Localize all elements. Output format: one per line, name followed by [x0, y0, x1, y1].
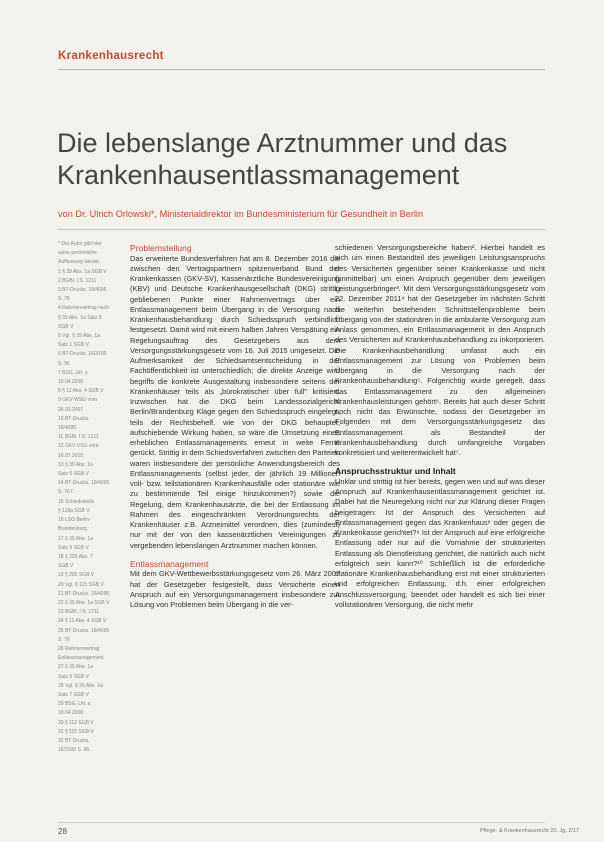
paragraph-entlassmanagement: Mit dem GKV-Wettbewerbsstärkungsgesetz vom 26. März 2007 hat der Gesetzgeber festgestellt, dass Versicherte einen Anspruch auf ein Versorgungsmanagement insbesondere zur Lösung von Problemen beim Übergang in die ver-: [130, 569, 340, 609]
footnote-line: SGB V: [58, 563, 74, 570]
author-byline: von Dr. Ulrich Orlowski*, Ministerialdirektor im Bundesministerium für Gesundheit in Berlin: [58, 209, 424, 219]
footnote-line: S. 76 f.: [58, 489, 74, 496]
footnote-line: 27 § 39 Abs. 1a: [58, 664, 93, 671]
footnote-line: 8 § 11 Abs. 4 SGB V: [58, 388, 104, 395]
footnote-line: Entlassmanagement: [58, 655, 104, 662]
rubric-divider: [58, 69, 545, 70]
footnote-line: Brandenburg: [58, 526, 87, 533]
footnote-line: Satz 6 SGB V: [58, 471, 89, 478]
footnote-line: 13 § 39 Abs. 1a: [58, 461, 93, 468]
footnote-line: 10.04.2008: [58, 379, 84, 386]
footnote-line: 31 § 115 SGB V: [58, 728, 94, 735]
footnote-line: 26.03.2007: [58, 406, 84, 413]
title-line-1: Die lebenslange Arztnummer und das: [57, 128, 508, 158]
footnote-line: 28 Vgl. § 39 Abs. 1a: [58, 682, 103, 689]
footnote-line: 21 BT-Drucks. 18/4095: [58, 590, 110, 597]
footnote-line: 6 BT-Drucks. 16/3100: [58, 351, 107, 358]
footnote-line: 26 Rahmenvertrag: [58, 645, 100, 652]
paragraph-problemstellung: Das erweiterte Bundesverfahren hat am 8. Dezember 2016 die zwischen den Vertragspartnern spitzenverband Bund der Krankenkassen (GKV-SV), Kassenärztliche Bundesvereinigung (KBV) und Deutsche Krankenhausgesellschaft (DKG) strittig gebliebenen Punkte einer Rahmenvertrags über ein Entlassmanagement beim Übergang in die Versorgung nach Krankenhausbehandlung durch Schiedsspruch verbindlich festgesetzt. Damit wird mit einem halben Jahren Verspätung ein Regelungsauftrag des Gesetzgebers aus dem Versorgungsstärkungsgesetz vom 16. Juli 2015 umgesetzt. Die Aufmerksamkeit der Schiedsamtsentscheidung in der Fachöffentlichkeit ist unterschiedlich; die direkte Anzeige wird begriffs die konkrete Ausgestaltung insbesondere seitens der Krankenhäuser teils als „bürokratischer über full" kritisiert. Inzwischen hat die DKG beim Landessozialgericht Berlin/Brandenburg Klage gegen den Schiedsspruch eingelegt, teils der Rechtsbehelf, wie von der DKG behauptet, aufschiebende Wirkung haben, so wäre die Umsetzung eines erheblichen Entlassmanagements erneut in weite Ferne gerückt. Strittig in dem Schiedsverfahren zwischen den Parteien waren insbesondere der persönliche Anwendungsbereich des Entlassmanagements (selbst jeder, der jährlich 19 Millionen voll- bzw. teilstationären Krankenhausfälle oder stationäre wie zu bestimmende Teil einige hinzukommen?) sowie die Regelung, dem Krankenhausärzte, die bei der Entlassung im Rahmen des eingeschränkten Verordnungsrechts der Krankenhäuser z.B. Arzneimittel verordnen, dies (zumindest) nur mit der von den kassenärztlichen Vereinigungen zu vergebenden lebenslangen Arztnummer machen können.: [130, 253, 340, 550]
footnote-line: 10 BT-Drucks.: [58, 415, 90, 422]
footnote-line: 2 BGBl. I S. 1211: [58, 277, 97, 284]
footnote-line: 12 GKV-VSG vom: [58, 443, 99, 450]
footnote-line: 4 Rahmenvertrag nach: [58, 305, 109, 312]
paragraph-anspruchsstruktur: Unklar und strittig ist hier bereits, gegen wen und auf was dieser Anspruch auf Krankenhausentlassmanagement gerichtet ist. Dabei hat die Neuregelung nicht nur zur Klärung dieser Fragen beigetragen: Ist der Anspruch des Versicherten auf Entlassmanagement gegen das Krankenhaus⁸ oder gegen die Krankenkasse gerichtet?⁹ Ist der Anspruch auf eine erfolgreiche Entlassung oder nur auf die Vornahme der strukturierten Entlassung als Dienstleistung gerichtet, die natürlich auch nicht erfolgreich sein kann?¹⁰ Schließlich ist die erforderliche stationäre Krankenhausbehandlung erst mit einer strukturierten und erfolgreichen Entlassung, d.h. einer erfolgreichen Anschlussversorgung, beendet oder handelt es sich bei einer vollstationären Versorgung, die nicht mehr: [335, 476, 545, 609]
heading-anspruchsstruktur: Anspruchsstruktur und Inhalt: [335, 466, 456, 477]
footnote-line: 32 BT-Drucks.: [58, 737, 90, 744]
footnote-line: 9 GKV-WSG vom: [58, 397, 97, 404]
footer-divider: [58, 822, 545, 823]
footnote-line: 18 § 293 Abs. 7: [58, 553, 93, 560]
article-title: [57, 127, 557, 191]
section-rubric: Krankenhausrecht: [58, 50, 164, 62]
footnote-line: 15 Schiedsstelle: [58, 498, 95, 505]
footnote-line: 24 § 11 Abs. 4 SGB V: [58, 618, 107, 625]
footnote-line: 3 BT-Drucks. 18/4095: [58, 287, 107, 294]
footnote-line: 5 Vgl. § 39 Abs. 1a: [58, 333, 100, 340]
footnote-line: Satz 1 SGB V: [58, 342, 89, 349]
footnote-line: § 118a SGB V: [58, 507, 90, 514]
footnote-line: 30 § 112 SGB V: [58, 719, 94, 726]
footnote-line: S. 96: [58, 360, 70, 367]
footnote-line: 25 BT-Drucks. 18/4095: [58, 627, 110, 634]
heading-problemstellung: Problemstellung: [130, 243, 192, 253]
footnote-line: SGB V: [58, 323, 74, 330]
footnote-line: 7 BSG, Urt. v.: [58, 369, 89, 376]
footnote-line: Satz 9 SGB V: [58, 673, 89, 680]
text-column-right: [335, 243, 545, 610]
text-column-left: [130, 243, 340, 610]
footnote-line: § 39 Abs. 1a Satz 9: [58, 314, 102, 321]
footnote-line: seine persönliche: [58, 250, 97, 257]
footnote-line: 10.04.2008: [58, 710, 84, 717]
footnote-line: 14 BT-Drucks. 18/4095: [58, 480, 110, 487]
footnote-line: 18/4095: [58, 425, 77, 432]
footnote-line: S. 76: [58, 636, 70, 643]
footnote-line: Auffassung wieder.: [58, 259, 101, 266]
title-line-2: Krankenhausentlassmanagement: [57, 160, 460, 190]
heading-entlassmanagement: Entlassmanagement: [130, 558, 209, 569]
footnote-line: 22 § 39 Abs. 1a SGB V: [58, 599, 110, 606]
footnote-line: 20 Vgl. § 115 SGB V: [58, 581, 104, 588]
footnote-line: 1 § 39 Abs. 1a SGB V: [58, 268, 107, 275]
footnote-sidebar: [58, 241, 126, 756]
footnote-line: 19 § 295 SGB V: [58, 572, 95, 579]
footnote-line: 23 BGBl. I S. 1211: [58, 609, 100, 616]
footnote-line: 17 § 39 Abs. 1a: [58, 535, 93, 542]
footnote-line: S. 76: [58, 296, 70, 303]
footnote-line: Satz 7 SGB V: [58, 691, 89, 698]
page-number: 28: [58, 827, 67, 836]
journal-reference: Pflege- & Krankenhausrecht 20. Jg. 2/17: [480, 828, 580, 834]
footnote-line: Satz 9 SGB V: [58, 544, 89, 551]
footnote-line: 16/3100 S. 96: [58, 747, 90, 754]
footnote-line: 16.07.2015: [58, 452, 84, 459]
footnote-line: * Der Autor gibt hier: [58, 241, 102, 247]
paragraph-continuation: schiedenen Versorgungsbereiche haben². Hierbei handelt es sich um einen Bestandteil des jeweiligen Leistungsanspruchs des Versicherten gegenüber seiner Krankenkasse und nicht (unmittelbar) um einen Anspruch gegenüber dem jeweiligen Leistungserbringer³. Mit dem Versorgungsstärkungsgesetz vom 22. Dezember 2011⁴ hat der Gesetzgeber im nächsten Schritt die weiterhin bestehenden Schnittstellenprobleme beim Übergang von der stationären in die ambulante Versorgung zum Anlass genommen, ein Entlassmanagement in den Anspruch des Versicherten auf Krankenhausbehandlung zu inkorporieren. Die Krankenhausbehandlung umfasst auch ein Entlassmanagement zur Lösung von Problemen beim Übergang in die Versorgung nach der Krankenhausbehandlung⁵. Folgerichtig wurde geregelt, dass das Entlassmanagement zu den allgemeinen Krankenhausleistungen gehört⁶. Bereits hat auch dieser Schritt noch nicht das Erwünschte, sodass der Gesetzgeber im Folgenden mit dem Versorgungsstärkungsgesetz das Entlassmanagement als Bestandteil der Krankenhausbehandlung durch umfangreiche Vorgaben konkretisiert und weiterentwickelt hat⁷.: [335, 243, 545, 457]
footnote-line: 29 BSG, Urt. v.: [58, 701, 92, 708]
byline-divider: [58, 229, 545, 230]
footnote-line: 16 LSG Berlin-: [58, 517, 91, 524]
footnote-line: 11 BGBl. I S. 1211: [58, 434, 99, 441]
